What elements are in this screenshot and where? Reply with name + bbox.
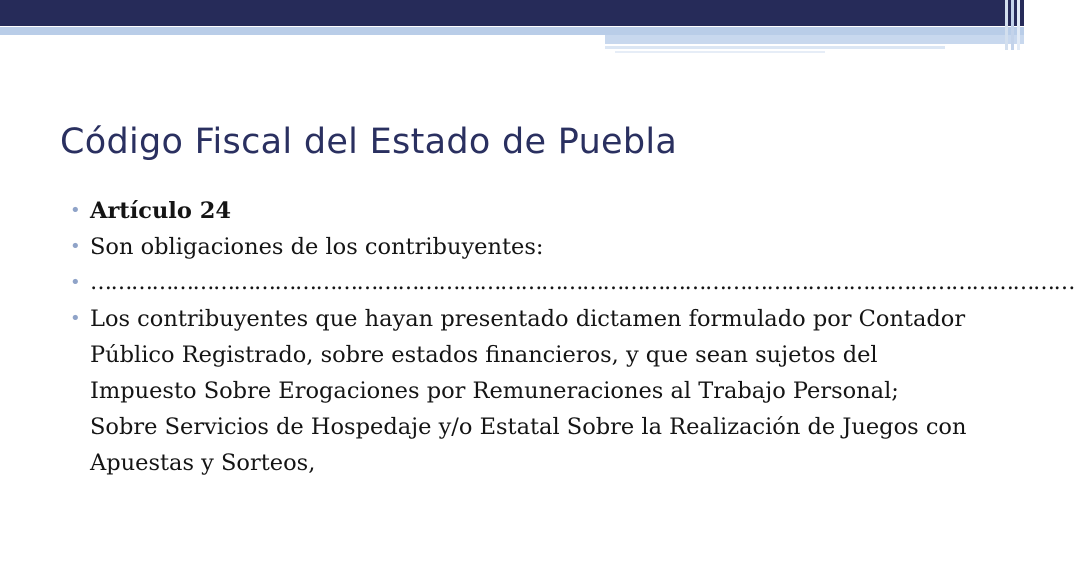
bullet-icon: • [70, 236, 81, 257]
header-line-thin [615, 51, 825, 53]
list-item [70, 301, 970, 481]
header-stripe [1017, 0, 1020, 50]
list-item [70, 229, 970, 265]
list-item-text: Los contribuyentes que hayan presentado dictamen formulado por Contador Público Registrado, sobre estados financieros, y que sean sujetos del Impuesto Sobre Erogaciones por Remuneraciones al Trabajo Personal; Sobre Servicios de Hospedaje y/o Estatal Sobre la Realización de Juegos con Apuestas y Sorteos, [90, 306, 967, 476]
list-item [70, 193, 970, 229]
bullet-icon: • [70, 200, 81, 221]
list-item-text: Son obligaciones de los contribuyentes: [90, 234, 544, 260]
header-line [605, 46, 945, 49]
article-heading: Artículo 24 [90, 198, 232, 224]
list-item [70, 265, 1074, 301]
header-stripe [1011, 0, 1014, 50]
header-stripe [1005, 0, 1008, 50]
header-band-light [0, 27, 1024, 35]
bullet-icon: • [70, 272, 81, 293]
slide-title: Código Fiscal del Estado de Puebla [60, 122, 678, 162]
header-band-accent [605, 35, 1024, 44]
header-band-dark [0, 0, 1024, 26]
header-stripes [994, 0, 1020, 50]
bullet-list [70, 193, 1074, 481]
ellipsis-line: ……………………………………………………………………………………………………………………………… [90, 270, 1074, 295]
bullet-icon: • [70, 308, 81, 329]
